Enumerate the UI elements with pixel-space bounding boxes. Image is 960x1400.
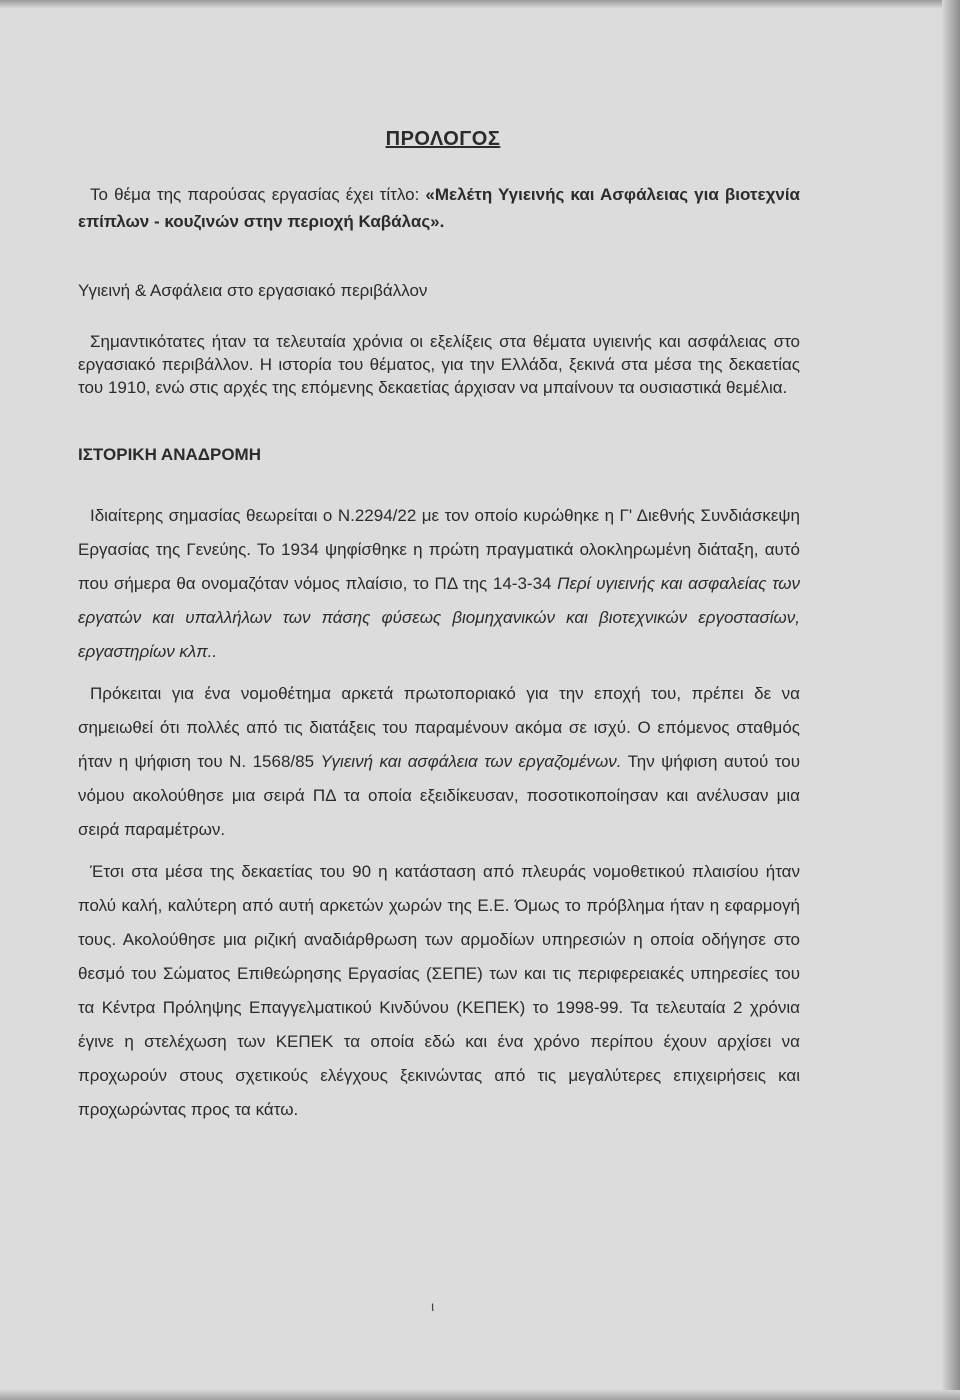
intro-prefix: Το θέμα της παρούσας εργασίας έχει τίτλο: xyxy=(90,185,426,204)
section-heading-history: ΙΣΤΟΡΙΚΗ ΑΝΑΔΡΟΜΗ xyxy=(78,445,261,464)
scan-edge-top xyxy=(0,0,960,8)
page-number-mark: ι xyxy=(431,1298,435,1314)
intro-paragraph xyxy=(78,181,800,235)
paragraph-law-1934 xyxy=(78,499,800,669)
paragraph-1990s: Έτσι στα μέσα της δεκαετίας του 90 η κατάσταση από πλευράς νομοθετικού πλαισίου ήταν πολύ καλή, καλύτερη από αυτή αρκετών χωρών της Ε.Ε. Όμως το πρόβλημα ήταν η εφαρμογή τους. Ακολούθησε μια ριζική αναδιάρθρωση των αρμοδίων υπηρεσιών η οποία οδήγησε στο θεσμό του Σώματος Επιθεώρησης Εργασίας (ΣΕΠΕ) των και τις περιφερειακές υπηρεσίες του τα Κέντρα Πρόληψης Επαγγελματικού Κινδύνου (ΚΕΠΕΚ) το 1998-99. Τα τελευταία 2 χρόνια έγινε η στελέχωση των ΚΕΠΕΚ τα οποία εδώ και ένα χρόνο περίπου έχουν αρχίσει να προχωρούν στους σχετικούς ελέγχους ξεκινώντας από τις μεγαλύτερες επιχειρήσεις και προχωρώντας προς τα κάτω. xyxy=(78,862,800,1119)
paragraph-tail: Την ψήφιση αυτού του νόμου ακολούθησε μια σειρά ΠΔ τα οποία εξειδίκευσαν, ποσοτικοποίησαν και ανέλυσαν μια σειρά παραμέτρων. xyxy=(78,752,800,839)
paragraph-law-1985 xyxy=(78,677,800,847)
decree-title: Περί υγιεινής και ασφαλείας των εργατών και υπαλλήλων των πάσης φύσεως βιομηχανικών και βιοτεχνικών εργοστασίων, εργαστηρίων κλπ.. xyxy=(78,574,800,661)
paragraph-text: Ιδιαίτερης σημασίας θεωρείται ο Ν.2294/22 με τον οποίο κυρώθηκε η Γ' Διεθνής Συνδιάσκεψη Εργασίας της Γενεύης. Το 1934 ψηφίσθηκε η πρώτη πραγματικά ολοκληρωμένη διάταξη, αυτό που σήμερα θα ονομαζόταν νόμος πλαίσιο, το ΠΔ της 14-3-34 xyxy=(78,506,800,593)
scan-edge-right xyxy=(942,0,960,1400)
paragraph-overview: Σημαντικότατες ήταν τα τελευταία χρόνια οι εξελίξεις στα θέματα υγιεινής και ασφάλειας στο εργασιακό περιβάλλον. Η ιστορία του θέματος, για την Ελλάδα, ξεκινά στα μέσα της δεκαετίας του 1910, ενώ στις αρχές της επόμενης δεκαετίας άρχισαν να μπαίνουν τα ουσιαστικά θεμέλια. xyxy=(78,332,800,397)
page-title: ΠΡΟΛΟΓΟΣ xyxy=(385,128,501,150)
thesis-title: «Μελέτη Υγιεινής και Ασφάλειας για βιοτεχνία επίπλων - κουζινών στην περιοχή Καβάλας». xyxy=(78,185,800,231)
scan-edge-bottom xyxy=(0,1390,960,1400)
document-body xyxy=(78,128,800,1135)
paragraph-text: Πρόκειται για ένα νομοθέτημα αρκετά πρωτοποριακό για την εποχή του, πρέπει δε να σημειωθεί ότι πολλές από τις διατάξεις του παραμένουν ακόμα σε ισχύ. Ο επόμενος σταθμός ήταν η ψήφιση του Ν. 1568/85 xyxy=(78,684,800,771)
sub-heading: Υγιεινή & Ασφάλεια στο εργασιακό περιβάλλον xyxy=(78,281,428,300)
law-title: Υγιεινή και ασφάλεια των εργαζομένων. xyxy=(320,752,622,771)
